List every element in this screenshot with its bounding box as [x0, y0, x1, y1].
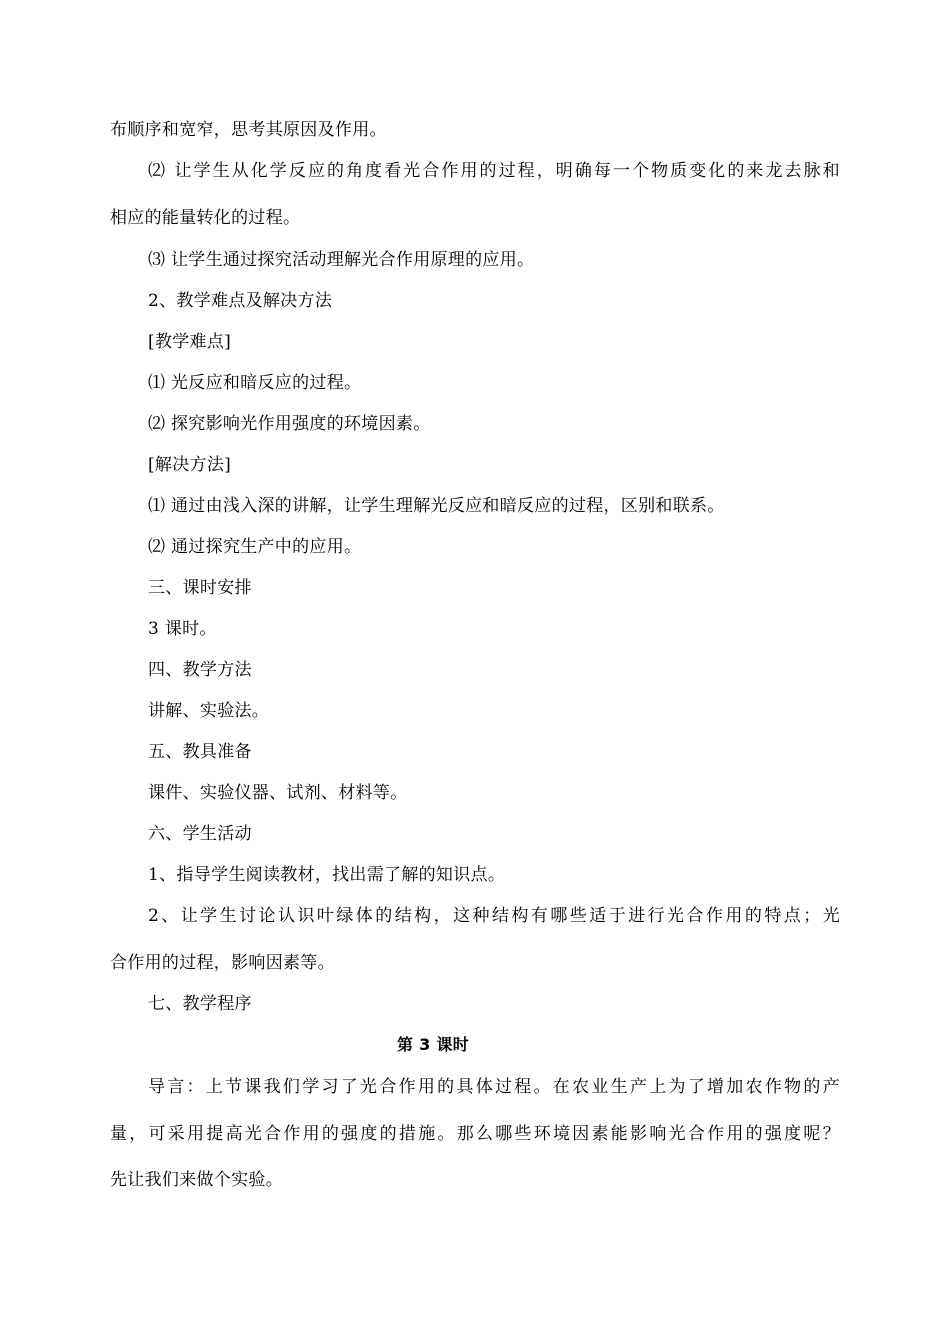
paragraph-line: ⑵ 让学生从化学反应的角度看光合作用的过程，明确每一个物质变化的来龙去脉和: [148, 161, 840, 181]
paragraph-line: ⑶ 让学生通过探究活动理解光合作用原理的应用。: [148, 250, 535, 270]
paragraph-line: ⑵ 通过探究生产中的应用。: [148, 537, 362, 557]
paragraph-line: 先让我们来做个实验。: [110, 1170, 283, 1190]
paragraph-line: 课件、实验仪器、试剂、材料等。: [148, 783, 408, 803]
paragraph-line: 2、让学生讨论认识叶绿体的结构，这种结构有哪些适于进行光合作用的特点；光: [148, 906, 840, 926]
paragraph-line: 讲解、实验法。: [148, 701, 270, 721]
paragraph-line: 1、指导学生阅读教材，找出需了解的知识点。: [148, 865, 506, 885]
paragraph-line: 3 课时。: [148, 619, 217, 639]
paragraph-line: 相应的能量转化的过程。: [110, 208, 301, 228]
lesson-title: 第 3 课时: [396, 1035, 470, 1054]
section-heading: 三、课时安排: [148, 578, 252, 598]
paragraph-line: 量，可采用提高光合作用的强度的措施。那么哪些环境因素能影响光合作用的强度呢？: [110, 1124, 840, 1144]
section-heading: 五、教具准备: [148, 742, 252, 762]
paragraph-line: 合作用的过程，影响因素等。: [110, 953, 335, 973]
paragraph-line: ⑴ 通过由浅入深的讲解，让学生理解光反应和暗反应的过程，区别和联系。: [148, 496, 725, 516]
subsection-heading: [教学难点]: [148, 332, 232, 352]
subsection-heading: [解决方法]: [148, 455, 232, 475]
paragraph-line: ⑴ 光反应和暗反应的过程。: [148, 373, 362, 393]
section-heading: 七、教学程序: [148, 994, 252, 1014]
paragraph-line: ⑵ 探究影响光作用强度的环境因素。: [148, 414, 431, 434]
paragraph-line: 导言：上节课我们学习了光合作用的具体过程。在农业生产上为了增加农作物的产: [148, 1077, 840, 1097]
section-heading: 四、教学方法: [148, 660, 252, 680]
section-heading: 六、学生活动: [148, 824, 252, 844]
section-heading: 2、教学难点及解决方法: [148, 291, 333, 311]
paragraph-line: 布顺序和宽窄，思考其原因及作用。: [110, 120, 387, 140]
